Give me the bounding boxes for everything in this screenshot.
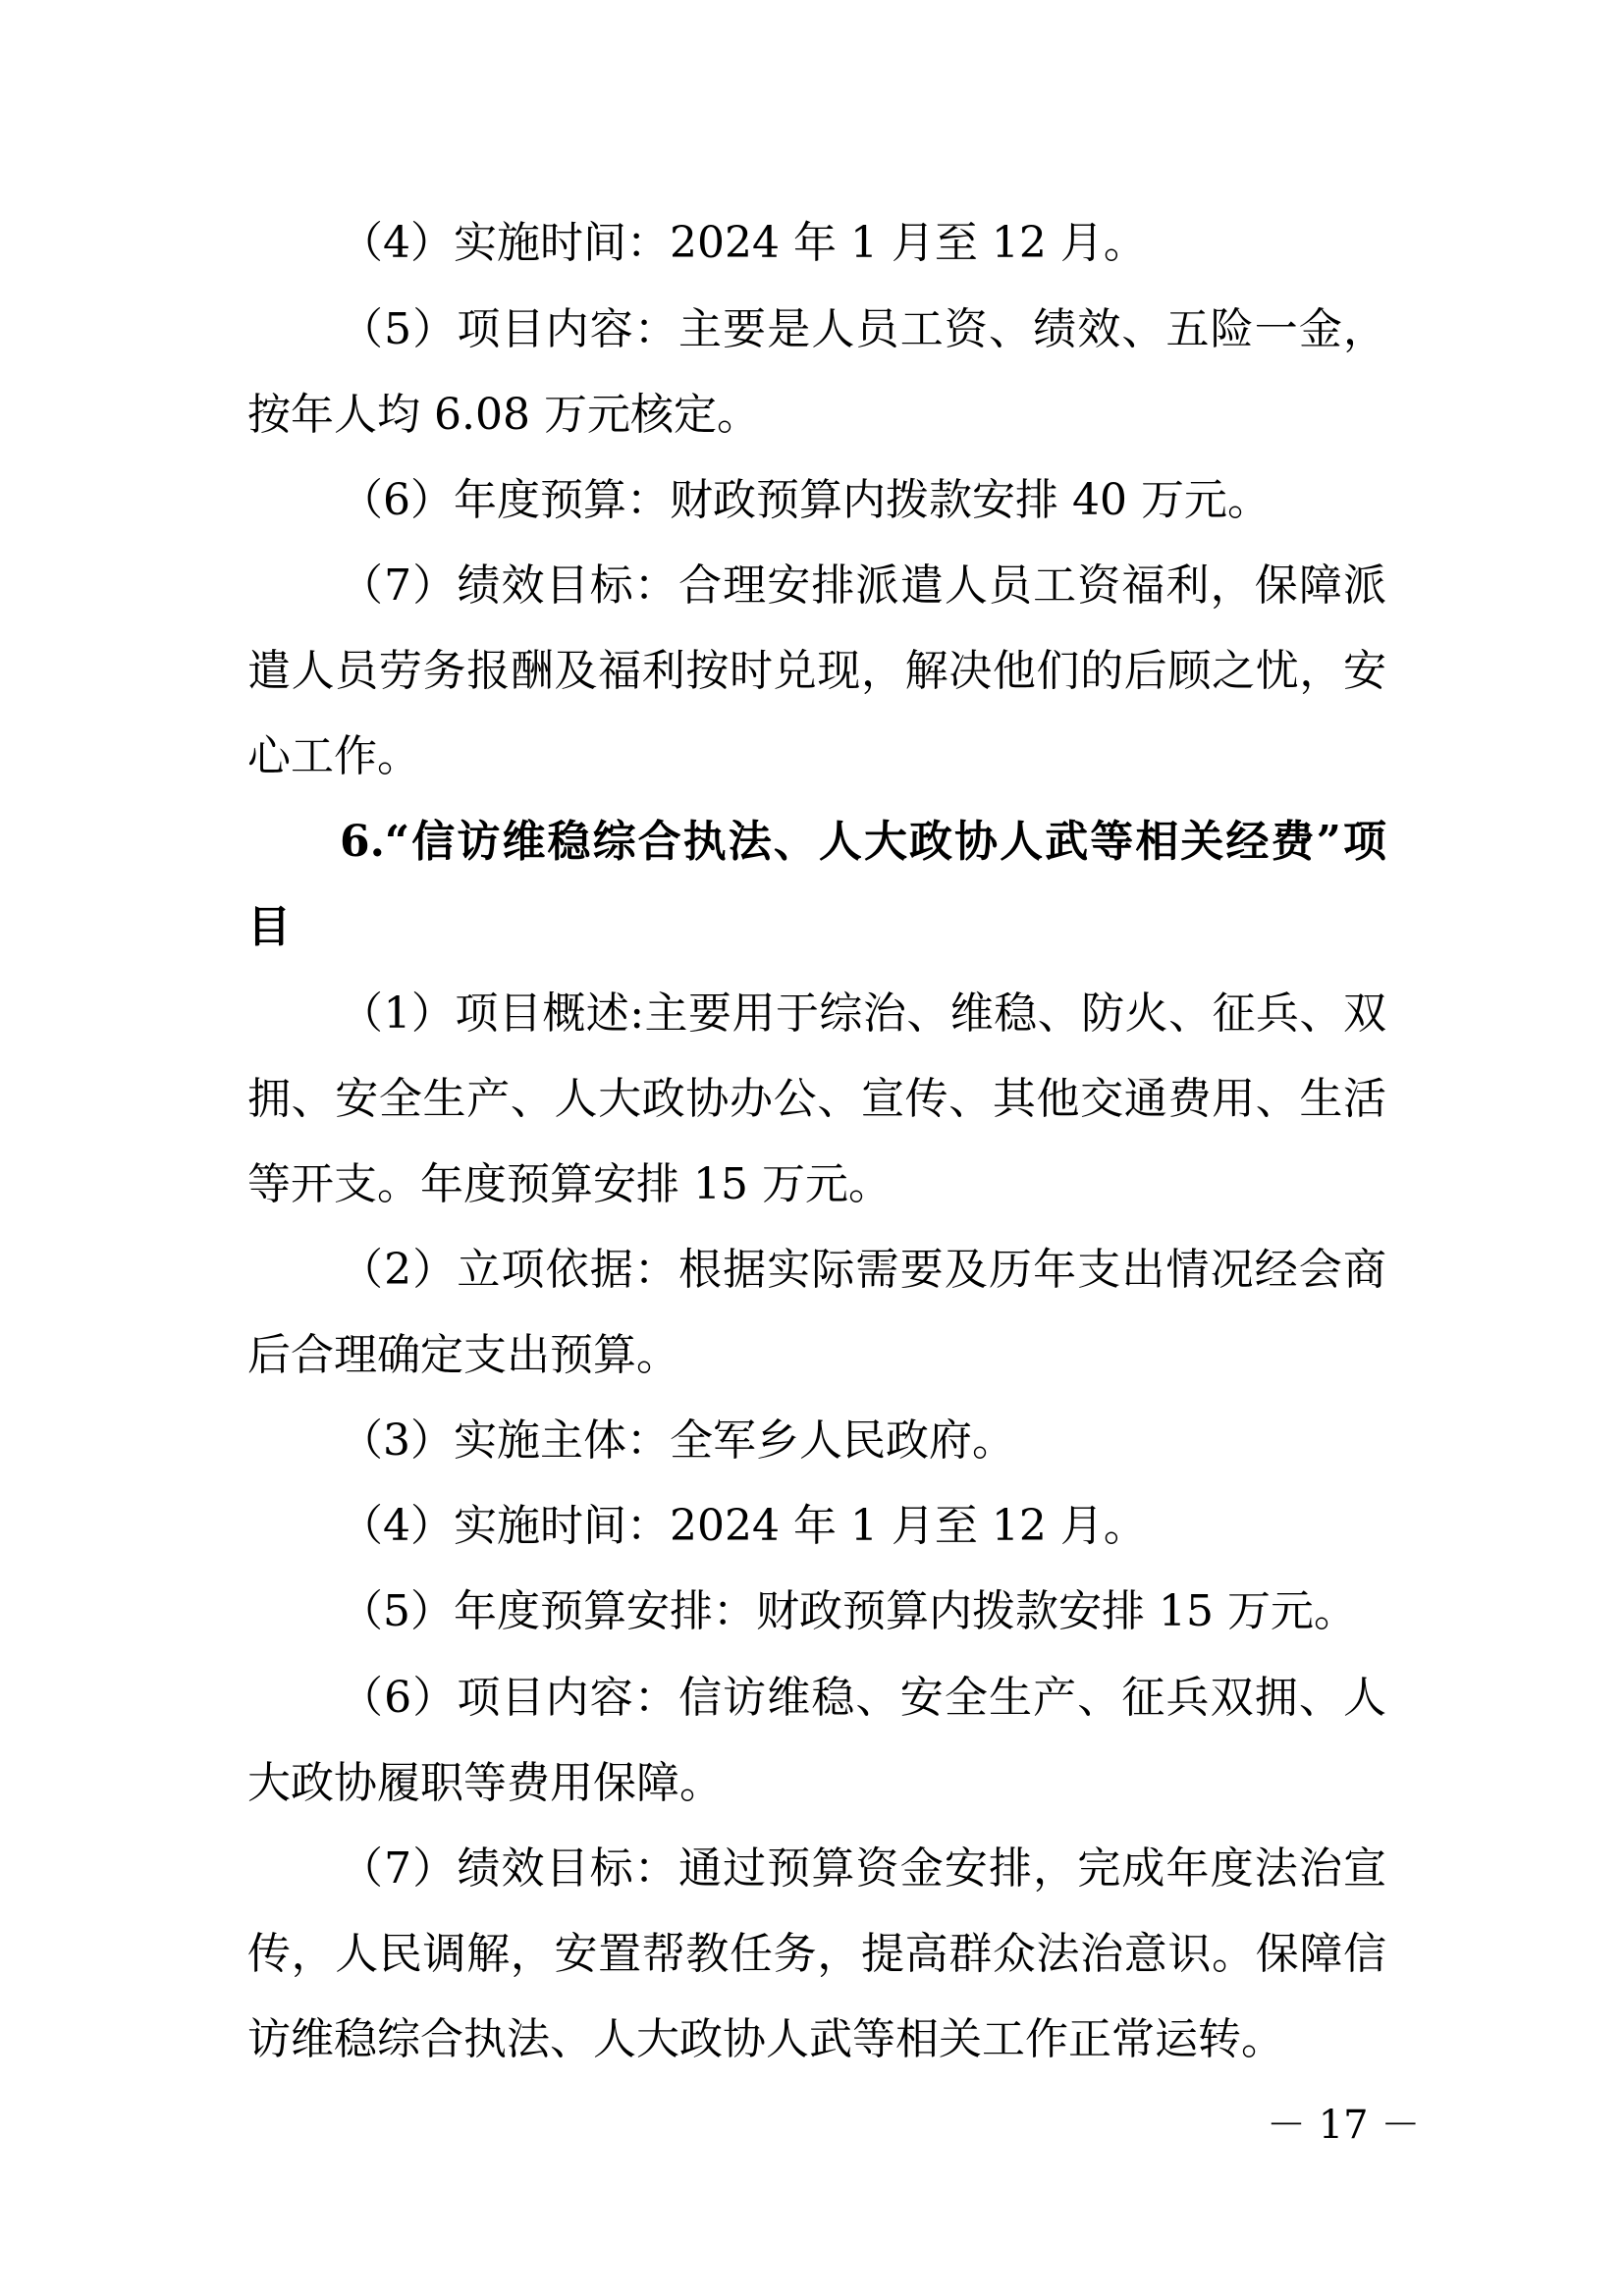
text-line: （6）项目内容：信访维稳、安全生产、征兵双拥、人 bbox=[340, 1673, 1386, 1723]
text-line: （2）立项依据：根据实际需要及历年支出情况经会商 bbox=[340, 1245, 1386, 1295]
text-line: 等开支。年度预算安排 15 万元。 bbox=[247, 1159, 892, 1209]
text-line: 访维稳综合执法、人大政协人武等相关工作正常运转。 bbox=[247, 2014, 1284, 2064]
text-line: 后合理确定支出预算。 bbox=[247, 1330, 679, 1380]
text-line: （1）项目概述:主要用于综治、维稳、防火、征兵、双 bbox=[340, 988, 1386, 1039]
text-line: 大政协履职等费用保障。 bbox=[247, 1758, 723, 1808]
text-line: （5）项目内容：主要是人员工资、绩效、五险一金， bbox=[340, 304, 1386, 354]
text-line: （7）绩效目标：通过预算资金安排，完成年度法治宣 bbox=[340, 1843, 1386, 1894]
text-line: 遣人员劳务报酬及福利按时兑现，解决他们的后顾之忧，安 bbox=[247, 646, 1386, 696]
text-line: 拥、安全生产、人大政协办公、宣传、其他交通费用、生活 bbox=[247, 1074, 1386, 1124]
text-line: （7）绩效目标：合理安排派遣人员工资福利，保障派 bbox=[340, 561, 1386, 611]
section-heading: 6.“信访维稳综合执法、人大政协人武等相关经费”项 bbox=[340, 817, 1386, 867]
text-line: 传，人民调解，安置帮教任务，提高群众法治意识。保障信 bbox=[247, 1929, 1386, 1979]
text-line: （3）实施主体：全军乡人民政府。 bbox=[340, 1415, 1015, 1466]
section-heading: 目 bbox=[247, 902, 291, 952]
text-line: （4）实施时间：2024 年 1 月至 12 月。 bbox=[340, 1501, 1147, 1551]
text-line: （5）年度预算安排：财政预算内拨款安排 15 万元。 bbox=[340, 1586, 1357, 1636]
text-line: （4）实施时间：2024 年 1 月至 12 月。 bbox=[340, 218, 1147, 268]
page-number: － 17 － bbox=[1267, 2103, 1421, 2148]
text-line: （6）年度预算：财政预算内拨款安排 40 万元。 bbox=[340, 475, 1271, 525]
text-line: 心工作。 bbox=[247, 731, 420, 781]
text-line: 按年人均 6.08 万元核定。 bbox=[247, 390, 760, 440]
